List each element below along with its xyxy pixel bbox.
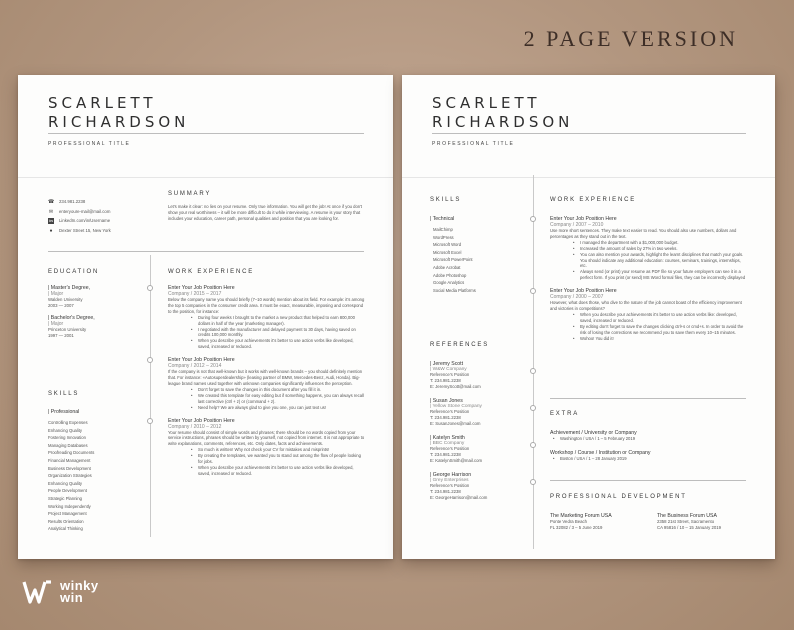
skills-block <box>48 409 148 533</box>
mail-icon: ✉ <box>48 208 54 215</box>
professional-development-title: PROFESSIONAL DEVELOPMENT <box>550 494 687 500</box>
reference-email: E: GeorgeHarrison@mail.com <box>430 495 488 500</box>
job-bullet: • You can also mention your awards, highlight the learnt disciplines that match your goals. You should indicate any additional education: courses, seminars, trainings, internships, etc. <box>570 252 748 270</box>
divider <box>48 133 364 134</box>
skill-item: Project Management <box>48 511 87 517</box>
reference-item <box>430 435 530 464</box>
skill-item: Microsoft PowerPoint <box>433 257 473 263</box>
skill-item: Financial Management <box>48 457 91 463</box>
brand-line2: win <box>60 590 84 605</box>
skill-item: Enhancing Quality <box>48 480 82 486</box>
job-description: Below the company name you should briefly (7–10 words) mention about its field. For example: it's among the top 5 companies in the consumer credit area. It must be exact, measurable, imposing and correspond to the position, for instance: <box>168 297 365 314</box>
timeline-dot <box>530 405 536 411</box>
work-experience-list <box>550 216 748 342</box>
work-experience-title: WORK EXPERIENCE <box>168 269 255 275</box>
reference-position: Reference's Position <box>430 372 470 377</box>
work-experience-title: WORK EXPERIENCE <box>550 197 637 203</box>
skills-category: | Professional <box>48 409 80 415</box>
timeline-dot <box>530 442 536 448</box>
timeline-dot <box>147 418 153 424</box>
job-company: Company / 2000 – 2007 <box>550 294 604 301</box>
timeline-line <box>150 255 151 537</box>
skill-item: WordPress <box>433 234 454 240</box>
reference-item <box>430 361 530 390</box>
winkywin-logo-icon <box>22 578 54 606</box>
job-description: If the company is not that well-known but it works with well-known brands – you should definitely mention that. For instance: «Autosuperdealership» (leasing partner of BMW, Mercedes-Benz, Audi, Honda). Big-league brand names used together with unknown companies significantly influences the perception. <box>168 369 363 386</box>
skill-item: Strategic Planning <box>48 495 82 501</box>
work-experience-list <box>168 285 366 477</box>
timeline-dot <box>147 285 153 291</box>
reference-item <box>430 398 530 427</box>
skill-item: Social Media Platforms <box>433 287 476 293</box>
job-description: However, what does those, who dive to the nature of the job cannot boast of the efficiency improvement and victories in competitions? <box>550 300 742 312</box>
job-bullet: • When you describe your achievements it's better to use action verbs like: developed, saved, increased or reduced. <box>570 312 748 324</box>
name-first: SCARLETT <box>48 94 157 112</box>
education-item: | Master's Degree, | Major Walden University 2003 — 2007 <box>48 285 91 308</box>
reference-phone: T: 234.981.2238 <box>430 489 461 494</box>
reference-email: E: KatelynSmith@mail.com <box>430 458 483 463</box>
reference-email: E: JeremyScott@mail.com <box>430 384 481 389</box>
job-bullet: • When you describe your achievements it's better to use action verbs like developed, saved, increased or reduced. <box>188 465 366 477</box>
job-entry <box>168 418 366 477</box>
professional-title: PROFESSIONAL TITLE <box>48 141 131 147</box>
job-bullets <box>168 387 366 411</box>
skill-item: MailChimp <box>433 227 453 232</box>
job-entry <box>550 288 748 341</box>
reference-position: Reference's Position <box>430 446 470 451</box>
job-bullet: • I negotiated with the manufacturer and delayed payment to 30 days, having saved on credits 100,000 monthly. <box>188 327 366 339</box>
job-entry <box>550 216 748 281</box>
reference-item <box>430 472 530 501</box>
job-company: Company / 2015 – 2017 <box>168 291 222 297</box>
job-bullet: • So much is written! Why not check your CV for mistakes and misprints! <box>188 447 366 453</box>
job-bullet: • Wohoo! You did it! <box>570 336 748 342</box>
job-title: Enter Your Job Position Here <box>168 285 235 291</box>
job-bullets <box>550 240 748 281</box>
summary-text: Let's make it clear: no lies on your resume. Only true information. You will get the job! At once if you don't show your real worthiness – it will be more difficult to do it while interviewing. A resume is your story that includes your education, career path, personal qualities and position that you are looking for. <box>168 204 363 221</box>
job-bullet: • By editing don't forget to save the changes clicking ctrl+s or cmd+s. In order to avoid the risk of losing the corrections we recommend you to save them every 10–15 minutes. <box>570 324 748 336</box>
divider <box>402 177 775 178</box>
reference-position: Reference's Position <box>430 483 470 488</box>
job-title: Enter Your Job Position Here <box>168 357 235 364</box>
job-company: Company / 2007 – 2010 <box>550 222 604 228</box>
divider <box>48 251 364 252</box>
skills-list <box>433 226 530 294</box>
contact-phone: ☎ 234.981.2238 <box>48 199 86 205</box>
skill-item: Adobe Photoshop <box>433 272 467 278</box>
skills-title: SKILLS <box>48 391 80 397</box>
skill-item: Managing Databases <box>48 442 88 448</box>
references-title: REFERENCES <box>430 342 490 348</box>
job-description: Use more short sentences. They make text easier to read. You should also use numbers, dollars and percentages as they stand out in the text. <box>550 228 737 239</box>
name-first: SCARLETT <box>432 94 541 112</box>
skill-item: Adobe Acrobat <box>433 264 461 270</box>
education-list <box>48 285 148 339</box>
job-bullet: • I managed the department with a $1,000,000 budget. <box>570 240 748 246</box>
banner-heading: 2 PAGE VERSION <box>523 26 738 51</box>
name-last: RICHARDSON <box>432 113 574 131</box>
divider <box>550 480 746 481</box>
contact-block <box>48 199 111 237</box>
resume-page-1 <box>18 75 393 559</box>
extra-list <box>550 430 748 462</box>
candidate-name <box>48 94 189 132</box>
job-bullet: • Don't forget to save the changes in this document after you fill it in. <box>188 387 366 393</box>
location-icon: ● <box>49 227 53 234</box>
phone-icon: ☎ <box>48 199 55 205</box>
reference-company: | Grey Enterprises <box>430 478 469 483</box>
extra-title: EXTRA <box>550 411 580 417</box>
reference-company: | BBC Company <box>430 441 465 446</box>
job-description: Your resume should consist of simple words and phrases; there should be no words copied from your service instructions, phrases should be written by yourself, not copied from internet. It is not appropriate to write explanations, comments, references, etc. Only dates, facts and achievements. <box>168 429 365 447</box>
skill-item: Enhancing Quality <box>48 427 82 433</box>
job-bullet: • Need help? We are always glad to give you one, you can just text us! <box>188 405 366 411</box>
job-bullet: • Increased the amount of sales by 27% in two weeks. <box>570 246 748 252</box>
job-company: Company / 2012 – 2014 <box>168 363 222 370</box>
contact-email: ✉ enteryoure-mail@mail.com <box>48 208 111 215</box>
job-bullets <box>168 315 366 350</box>
timeline-dot <box>147 357 153 363</box>
job-title: Enter Your Job Position Here <box>550 216 617 222</box>
extra-item: Achievement / University or Company • Washington / USA / 1 – 5 February 2019 <box>550 430 748 442</box>
divider <box>432 133 746 134</box>
timeline-dot <box>530 368 536 374</box>
brand-line1: winky <box>60 578 99 593</box>
name-last: RICHARDSON <box>48 113 190 131</box>
reference-name: | George Harrison <box>430 472 472 478</box>
skill-item: Organization Strategies <box>48 473 92 479</box>
education-title: EDUCATION <box>48 269 100 275</box>
timeline-line <box>533 175 534 549</box>
job-bullet: • When you describe your achievements it's better to use action verbs like developed, saved, increased or reduced. <box>188 338 366 350</box>
reference-company: | W&W Company <box>430 367 467 372</box>
skill-item: Fostering Innovation <box>48 435 86 441</box>
skill-item: Results Orientation <box>48 518 84 524</box>
skill-item: Controlling Expenses <box>48 420 88 425</box>
reference-name: | Jeremy Scott <box>430 361 464 367</box>
reference-name: | Katelyn Smith <box>430 435 465 441</box>
references-list <box>430 361 530 509</box>
job-bullet: • By creating the templates, we wanted you to stand out among the flow of people looking for jobs. <box>188 453 366 465</box>
divider <box>18 177 393 178</box>
reference-phone: T: 234.981.2238 <box>430 452 461 457</box>
job-bullets <box>168 447 366 477</box>
skill-item: Microsoft Word <box>433 242 462 248</box>
skills-category: | Technical <box>430 216 455 222</box>
contact-linkedin: in LinkedIn.com/in/Username <box>49 218 111 223</box>
reference-phone: T: 234.981.2238 <box>430 415 461 420</box>
divider <box>550 398 746 399</box>
job-bullet: • During four weeks I brought to the market a new product that helped to earn 800,000 dollars in half of the year (marketing manager). <box>188 315 366 327</box>
job-company: Company / 2010 – 2012 <box>168 423 222 430</box>
reference-phone: T: 234.981.2238 <box>430 378 461 383</box>
contact-address: ● Dexter Street 15, New York <box>49 227 111 234</box>
timeline-dot <box>530 479 536 485</box>
skills-list <box>48 419 148 533</box>
skill-item: Analytical Thinking <box>48 526 83 532</box>
skill-item: Proofreading Documents <box>48 450 95 456</box>
education-item: | Bachelor's Degree, | Major Princeton University 1997 — 2001 <box>48 315 95 338</box>
skill-item: People Development <box>48 488 87 494</box>
timeline-dot <box>530 216 536 222</box>
skill-item: Working Independently <box>48 503 91 509</box>
pd-item: The Marketing Forum USA Ponte Vedra Beach FL 32082 / 3 – 5 June 2019 <box>550 513 612 530</box>
brand-logo <box>22 578 99 606</box>
job-entry <box>168 357 366 410</box>
timeline-dot <box>530 288 536 294</box>
candidate-name <box>432 94 573 132</box>
extra-item: Workshop / Course / Institution or Company • Boston / USA / 1 – 28 January 2019 <box>550 450 748 462</box>
reference-company: | Yellow Stone Company <box>430 404 482 409</box>
job-bullet: • Always send (or print) your resume as PDF file so your future employers can see it in a perfect form. If you print (or send) MS Word formal files, they can be incorrectly displayed <box>570 269 748 281</box>
linkedin-icon: in <box>49 218 53 223</box>
reference-position: Reference's Position <box>430 409 470 414</box>
job-title: Enter Your Job Position Here <box>168 417 235 424</box>
skills-title: SKILLS <box>430 197 462 203</box>
job-title: Enter Your Job Position Here <box>550 288 617 295</box>
job-bullets <box>550 312 748 342</box>
professional-title: PROFESSIONAL TITLE <box>432 141 515 147</box>
reference-name: | Susan Jones <box>430 398 463 404</box>
skill-item: Microsoft Excel <box>433 249 462 255</box>
skill-item: Google Analytics <box>433 280 465 286</box>
resume-page-2 <box>402 75 775 559</box>
reference-email: E: SusanJones@mail.com <box>430 421 481 426</box>
pd-item: The Business Forum USA 2358 21st Street, Sacramento CA 95816 / 10 – 15 January 2019 <box>657 513 722 530</box>
skills-block <box>430 216 530 294</box>
skill-item: Business Development <box>48 465 91 471</box>
job-bullet: • We created this template for easy editing but if something happens, you can always recall last corrective (ctrl + z) or (command + z). <box>188 393 366 405</box>
job-entry <box>168 285 366 350</box>
summary-title: SUMMARY <box>168 191 212 197</box>
